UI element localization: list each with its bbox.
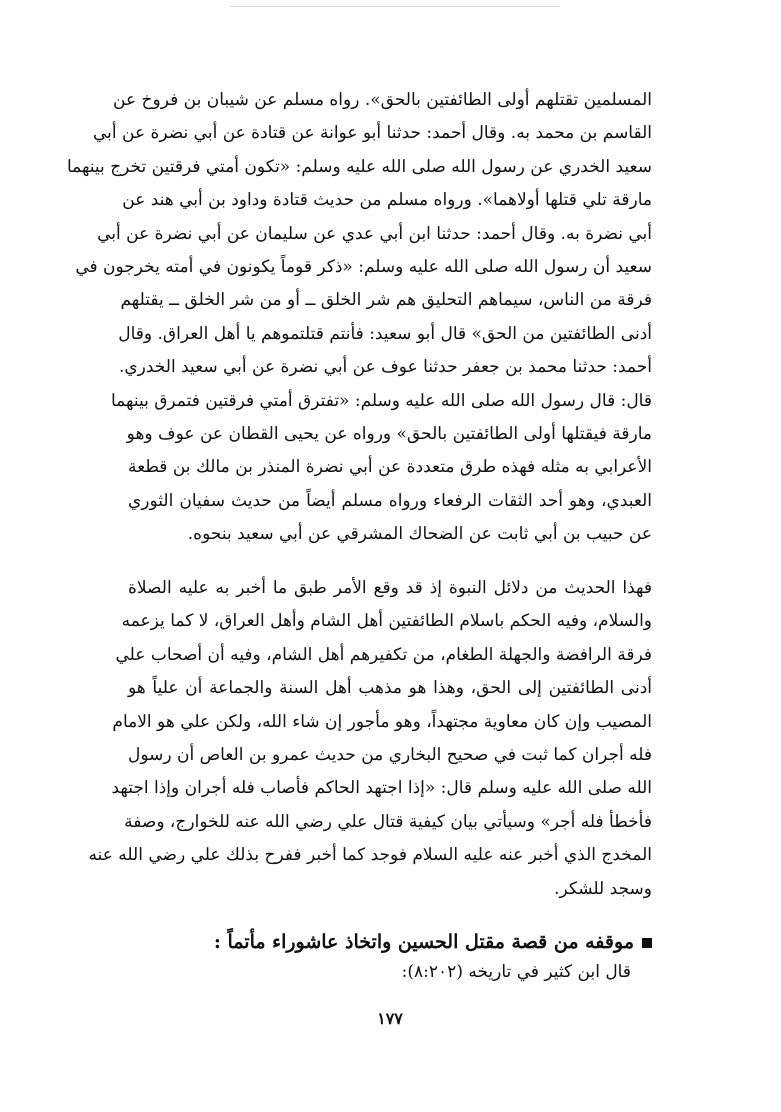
text-line: فله أجران كما ثبت في صحيح البخاري من حديث عمرو بن العاص أن رسول <box>128 744 652 765</box>
text-line: أدنى الطائفتين إلى الحق، وهذا هو مذهب أهل السنة والجماعة أن علياً هو <box>128 678 652 699</box>
text-line: والسلام، وفيه الحكم باسلام الطائفتين أهل الشام وأهل العراق، لا كما يزعمه <box>121 611 652 632</box>
text-line: مارقة فيقتلها أولى الطائفتين بالحق» ورواه عن يحيى القطان عن عوف وهو <box>126 423 652 444</box>
text-line: فهذا الحديث من دلائل النبوة إذ قد وقع الأمر طبق ما أخبر به عليه الصلاة <box>128 578 652 598</box>
text-line: العبدي، وهو أحد الثقات الرفعاء ورواه مسلم أيضاً من حديث سفيان الثوري <box>128 490 652 511</box>
page-number: ١٧٧ <box>377 1009 403 1028</box>
text-line: فأخطأ فله أجر» وسيأتي بيان كيفية قتال علي رضي الله عنه للخوارج، وصفة <box>124 811 652 832</box>
text-line: سعيد الخدري عن رسول الله صلى الله عليه وسلم: «تكون أمتي فرقتين تخرج بينهما <box>66 156 652 177</box>
text-line: المصيب وإن كان معاوية مجتهداً، وهو مأجور إن شاء الله، ولكن علي هو الامام <box>112 711 652 732</box>
text-line: فرقة الرافضة والجهلة الطغام، من تكفيرهم أهل الشام، وفيه أن أصحاب علي <box>115 644 652 665</box>
text-line: سعيد أن رسول الله صلى الله عليه وسلم: «ذكر قوماً يكونون في أمته يخرجون في <box>75 256 652 277</box>
paragraph-hadith-narrations <box>66 84 652 551</box>
top-edge-line <box>230 6 560 7</box>
text-line: الله صلى الله عليه وسلم قال: «إذا اجتهد الحاكم فأصاب فله أجران وإذا اجتهد <box>111 778 652 799</box>
text-line: المخدج الذي أخبر عنه عليه السلام فوجد كما أخبر ففرح بذلك علي رضي الله عنه <box>88 845 652 866</box>
text-line: فرقة من الناس، سيماهم التحليق هم شر الخلق ــ أو من شر الخلق ــ يقتلهم <box>120 290 652 311</box>
text-line: المسلمين تقتلهم أولى الطائفتين بالحق». رواه مسلم عن شيبان بن فروخ عن <box>113 90 652 110</box>
text-line: عن حبيب بن أبي ثابت عن الضحاك المشرقي عن أبي سعيد بنحوه. <box>187 524 652 545</box>
section-heading <box>128 925 652 959</box>
text-line: الأعرابي به مثله فهذه طرق متعددة عن أبي نضرة المنذر بن مالك بن قطعة <box>128 457 652 478</box>
text-line: القاسم بن محمد به. وقال أحمد: حدثنا أبو عوانة عن قتادة عن أبي نضرة عن أبي <box>92 123 652 144</box>
text-line: وسجد للشكر. <box>554 878 652 899</box>
section-heading-text: موقفه من قصة مقتل الحسين واتخاذ عاشوراء مأتماً : <box>213 931 634 953</box>
text-line: أبي نضرة به. وقال أحمد: حدثنا ابن أبي عدي عن سليمان عن أبي نضرة عن أبي <box>97 223 652 244</box>
square-bullet-icon <box>642 938 652 948</box>
text-line: أدنى الطائفتين من الحق» قال أبو سعيد: فأنتم قتلتموهم يا أهل العراق. وقال <box>118 323 652 344</box>
text-line: مارقة تلي قتلها أولاهما». ورواه مسلم من حديث قتادة وداود بن أبي هند عن <box>122 190 652 211</box>
citation-line: قال ابن كثير في تاريخه (٨:٢٠٢): <box>401 962 631 982</box>
text-line: قال: قال رسول الله صلى الله عليه وسلم: «تفترق أمتي فرقتين فتمرق بينهما <box>110 390 652 411</box>
text-line: أحمد: حدثنا محمد بن جعفر حدثنا عوف عن أبي نضرة عن أبي سعيد الخدري. <box>118 357 652 378</box>
paragraph-commentary <box>88 572 652 906</box>
